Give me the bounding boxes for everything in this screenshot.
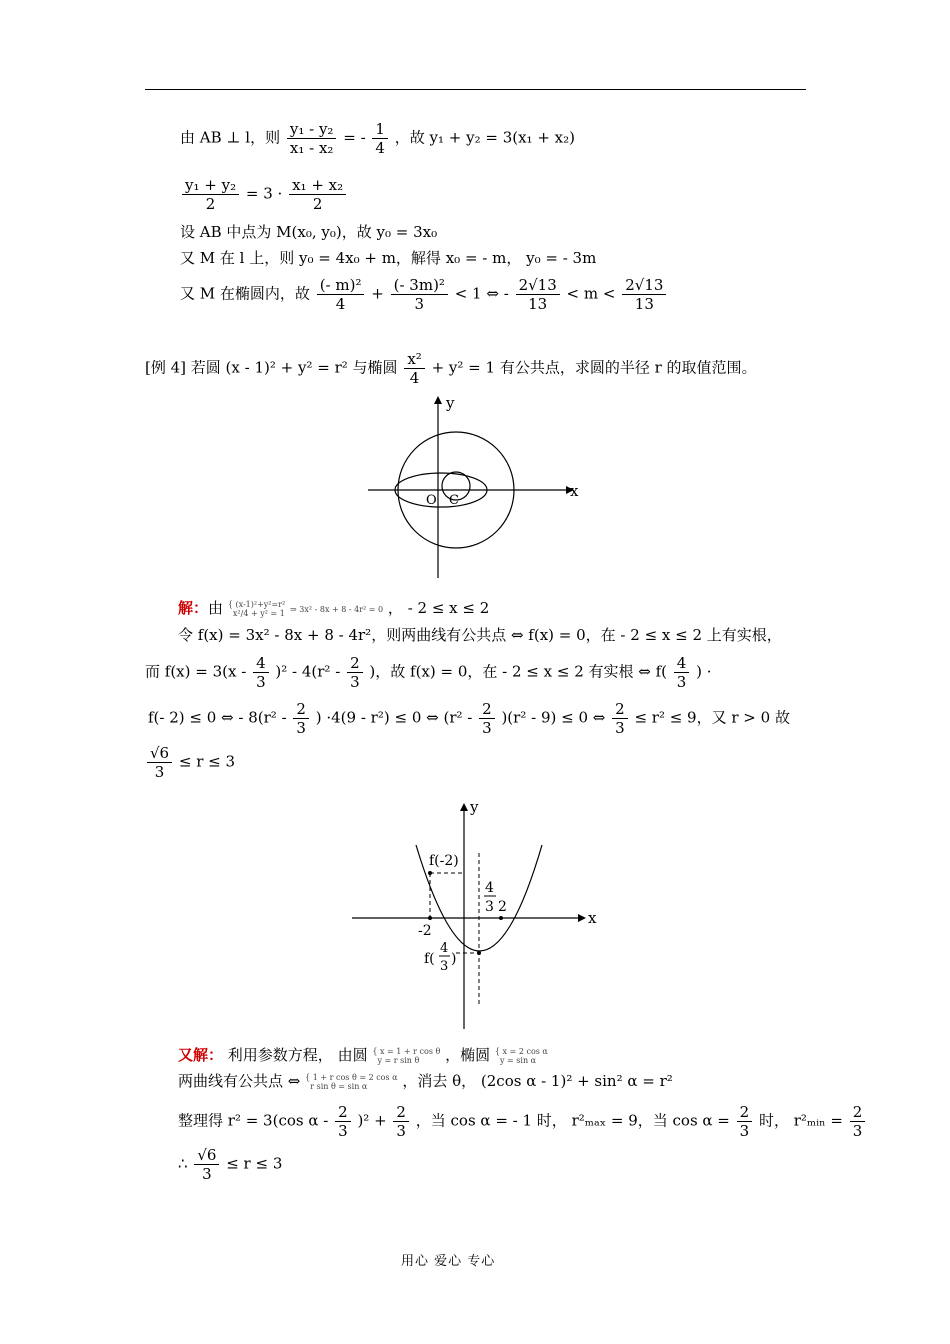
line-M-in-ellipse bbox=[180, 276, 668, 313]
alt-solution-label: 又解： bbox=[178, 1046, 224, 1064]
denominator: 3 bbox=[202, 1165, 212, 1183]
combined-system: { 1 + r cos θ = 2 cos α r sin θ = sin α bbox=[305, 1073, 398, 1091]
numerator: √6 bbox=[147, 744, 172, 763]
therefore-symbol: ∴ bbox=[178, 1154, 188, 1173]
alt-line-2 bbox=[178, 1071, 673, 1091]
example-4-problem bbox=[145, 350, 757, 387]
text: ，椭圆 bbox=[445, 1046, 491, 1064]
denominator: 3 bbox=[396, 1122, 406, 1140]
f43-open-label: f( bbox=[424, 951, 435, 967]
text: = 3 · bbox=[245, 184, 283, 203]
denominator: 4 bbox=[335, 295, 346, 313]
f43-num: 4 bbox=[440, 941, 449, 956]
fraction bbox=[612, 700, 628, 737]
text: + y² = 1 有公共点，求圆的半径 r 的取值范围。 bbox=[431, 358, 757, 377]
denominator: 2 bbox=[312, 195, 323, 213]
system-bottom: r sin θ = sin α bbox=[310, 1082, 368, 1091]
line-midpoint-relation bbox=[180, 176, 348, 213]
figure-parabola bbox=[350, 795, 600, 1035]
text: = - bbox=[343, 128, 366, 147]
text: 由 bbox=[208, 599, 224, 617]
text: ，故 y₁ + y₂ = 3(x₁ + x₂) bbox=[394, 128, 575, 147]
numerator: 2 bbox=[737, 1103, 753, 1122]
fraction bbox=[674, 654, 690, 691]
fraction bbox=[287, 120, 337, 157]
header-rule bbox=[145, 89, 806, 90]
text: ≤ r² ≤ 9，又 r > 0 故 bbox=[634, 708, 790, 727]
text: 又 M 在椭圆内，故 bbox=[180, 284, 310, 303]
fraction bbox=[622, 276, 666, 313]
f43-den: 3 bbox=[440, 959, 449, 974]
denominator: 3 bbox=[615, 719, 625, 737]
text: )(r² - 9) ≤ 0 ⇔ bbox=[501, 708, 606, 727]
text: + bbox=[371, 284, 384, 303]
fraction bbox=[147, 744, 172, 781]
four-label: 4 bbox=[485, 880, 494, 896]
x-axis-arrow bbox=[578, 914, 586, 922]
system-top: x = 1 + r cos θ bbox=[380, 1047, 441, 1056]
text: 时， r²ₘᵢₙ = bbox=[758, 1111, 843, 1130]
y-axis-arrow bbox=[434, 396, 442, 404]
ellipse-param-system: { x = 2 cos α y = sin α bbox=[494, 1047, 548, 1065]
text: ，消去 θ， (2cos α - 1)² + sin² α = r² bbox=[402, 1072, 673, 1090]
fraction bbox=[516, 276, 560, 313]
text: 而 f(x) = 3(x - bbox=[145, 662, 247, 681]
denominator: 3 bbox=[482, 719, 492, 737]
numerator: 1 bbox=[372, 120, 388, 139]
denominator: 4 bbox=[409, 369, 420, 387]
solution-label: 解： bbox=[178, 599, 209, 617]
point-vertex bbox=[477, 951, 481, 955]
denominator: 3 bbox=[338, 1122, 348, 1140]
numerator: y₁ - y₂ bbox=[287, 120, 337, 139]
text: 两曲线有公共点 ⇔ bbox=[178, 1072, 301, 1090]
neg2-label: -2 bbox=[418, 923, 432, 939]
fraction bbox=[317, 276, 365, 313]
solution-line-1 bbox=[178, 598, 489, 618]
text: f(- 2) ≤ 0 ⇔ - 8(r² - bbox=[148, 708, 287, 727]
center-label: C bbox=[449, 493, 459, 508]
solution-line-5 bbox=[145, 744, 235, 781]
numerator: x² bbox=[404, 350, 424, 369]
fraction bbox=[347, 654, 363, 691]
text: )² - 4(r² - bbox=[275, 662, 341, 681]
denominator: 3 bbox=[256, 673, 266, 691]
point-f-neg2 bbox=[428, 871, 432, 875]
point-2 bbox=[499, 916, 503, 920]
fraction bbox=[372, 120, 388, 157]
fraction bbox=[479, 700, 495, 737]
numerator: 2 bbox=[850, 1103, 866, 1122]
text: < 1 ⇔ - bbox=[454, 284, 509, 303]
alt-line-4 bbox=[178, 1146, 282, 1183]
text: )² + bbox=[357, 1111, 387, 1130]
text: 利用参数方程， 由圆 bbox=[227, 1046, 368, 1064]
page-footer: 用心 爱心 专心 bbox=[401, 1254, 496, 1269]
numerator: 4 bbox=[253, 654, 269, 673]
fraction bbox=[194, 1146, 219, 1183]
denominator: 13 bbox=[528, 295, 548, 313]
fraction bbox=[850, 1103, 866, 1140]
solution-line-3 bbox=[145, 654, 712, 691]
numerator: 2 bbox=[479, 700, 495, 719]
solution-line-4 bbox=[148, 700, 790, 737]
denominator: 3 bbox=[414, 295, 425, 313]
fraction bbox=[182, 176, 239, 213]
system-bottom: x²/4 + y² = 1 bbox=[232, 609, 285, 618]
denominator: 3 bbox=[676, 673, 687, 691]
text: ， - 2 ≤ x ≤ 2 bbox=[387, 599, 490, 617]
numerator: 2 bbox=[393, 1103, 409, 1122]
three-label: 3 bbox=[485, 899, 494, 915]
line-perpendicular bbox=[180, 120, 575, 157]
numerator: 2 bbox=[293, 700, 309, 719]
text: 由 AB ⊥ l，则 bbox=[180, 128, 281, 147]
text: ) ·4(9 - r²) ≤ 0 ⇔ (r² - bbox=[315, 708, 473, 727]
numerator: 2√13 bbox=[516, 276, 560, 295]
line-M-on-l: 又 M 在 l 上，则 y₀ = 4x₀ + m，解得 x₀ = - m， y₀ = - 3m bbox=[180, 249, 597, 267]
denominator: 2 bbox=[205, 195, 216, 213]
fraction bbox=[293, 700, 309, 737]
numerator: √6 bbox=[194, 1146, 219, 1165]
numerator: 2√13 bbox=[622, 276, 666, 295]
text: ，当 cos α = - 1 时， r²ₘₐₓ = 9，当 cos α = bbox=[415, 1111, 730, 1130]
numerator: 2 bbox=[347, 654, 363, 673]
numerator: y₁ + y₂ bbox=[182, 176, 239, 195]
system-top: x = 2 cos α bbox=[502, 1047, 548, 1056]
numerator: 4 bbox=[674, 654, 690, 673]
denominator: 3 bbox=[296, 719, 306, 737]
f43-close-label: ) bbox=[451, 951, 457, 967]
system-of-equations: { (x-1)²+y²=r² x²/4 + y² = 1 bbox=[227, 600, 286, 618]
numerator: x₁ + x₂ bbox=[289, 176, 346, 195]
y-label: y bbox=[446, 394, 455, 412]
fraction bbox=[253, 654, 269, 691]
denominator: 4 bbox=[375, 139, 385, 157]
text: 整理得 r² = 3(cos α - bbox=[178, 1111, 329, 1130]
fraction bbox=[335, 1103, 351, 1140]
fraction bbox=[391, 276, 448, 313]
system-top: (x-1)²+y²=r² bbox=[235, 600, 286, 609]
text: < m < bbox=[566, 284, 616, 303]
system-bottom: y = r sin θ bbox=[377, 1056, 420, 1065]
denominator: 3 bbox=[154, 763, 165, 781]
system-result: ⇒ 3x² - 8x + 8 - 4r² = 0 bbox=[290, 604, 384, 614]
numerator: (- m)² bbox=[317, 276, 365, 295]
origin-label: O bbox=[426, 493, 437, 508]
y-axis-arrow bbox=[460, 803, 468, 811]
fraction bbox=[289, 176, 346, 213]
alt-line-1 bbox=[178, 1045, 548, 1065]
solution-line-2: 令 f(x) = 3x² - 8x + 8 - 4r²，则两曲线有公共点 ⇔ f(x) = 0，在 - 2 ≤ x ≤ 2 上有实根， bbox=[178, 626, 782, 644]
denominator: 13 bbox=[634, 295, 654, 313]
system-top: 1 + r cos θ = 2 cos α bbox=[312, 1073, 398, 1082]
denominator: 3 bbox=[739, 1122, 750, 1140]
denominator: 3 bbox=[852, 1122, 863, 1140]
numerator: 2 bbox=[335, 1103, 351, 1122]
circle-param-system: { x = 1 + r cos θ y = r sin θ bbox=[372, 1047, 441, 1065]
denominator: x₁ - x₂ bbox=[289, 139, 334, 157]
text: )，故 f(x) = 0，在 - 2 ≤ x ≤ 2 有实根 ⇔ f( bbox=[369, 662, 668, 681]
fraction bbox=[393, 1103, 409, 1140]
line-midpoint-M: 设 AB 中点为 M(x₀, y₀)，故 y₀ = 3x₀ bbox=[180, 223, 438, 241]
fraction bbox=[737, 1103, 753, 1140]
two-label: 2 bbox=[498, 899, 507, 915]
text: ) · bbox=[696, 662, 712, 681]
point-neg2 bbox=[428, 916, 432, 920]
alt-line-3 bbox=[178, 1103, 867, 1140]
text: ≤ r ≤ 3 bbox=[178, 752, 236, 771]
figure-circle-ellipse bbox=[360, 392, 590, 582]
denominator: 3 bbox=[350, 673, 360, 691]
numerator: (- 3m)² bbox=[391, 276, 448, 295]
numerator: 2 bbox=[612, 700, 628, 719]
system-bottom: y = sin α bbox=[499, 1056, 537, 1065]
text: [例 4] 若圆 (x - 1)² + y² = r² 与椭圆 bbox=[145, 358, 398, 377]
fraction bbox=[404, 350, 424, 387]
text: ≤ r ≤ 3 bbox=[226, 1154, 283, 1173]
y-label: y bbox=[470, 798, 479, 816]
f-neg2-label: f(-2) bbox=[429, 853, 459, 869]
x-label: x bbox=[570, 482, 579, 500]
x-label: x bbox=[588, 909, 597, 927]
